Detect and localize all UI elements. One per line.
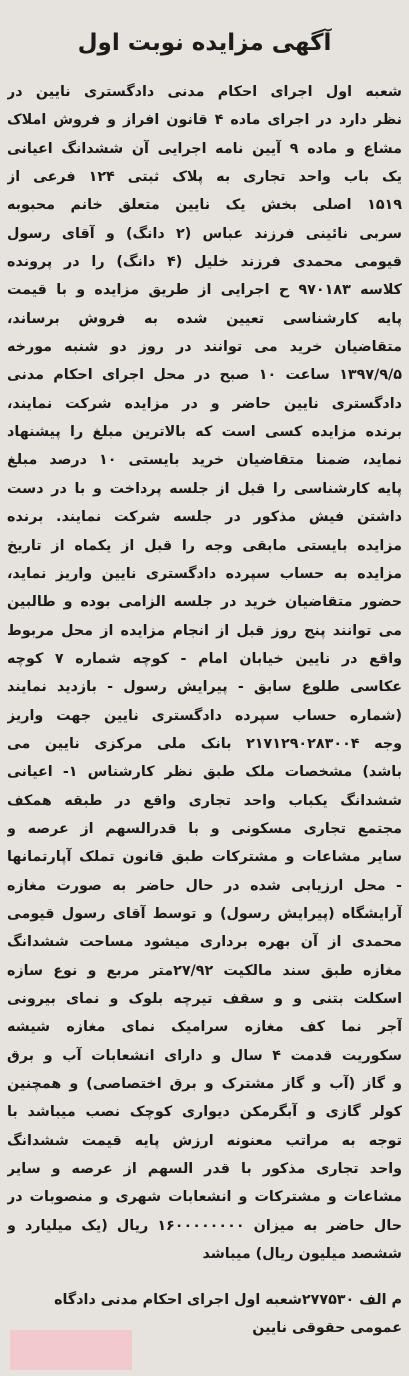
body-line: کلاسه ۹۷۰۱۸۳ ح اجرایی از طریق مزایده و با قیمت: [7, 282, 402, 299]
body-line: کولر گازی و آبگرمکن دیواری کوچک نصب میباشد با: [7, 1104, 402, 1121]
redacted-area: [10, 1330, 132, 1370]
body-line: - محل ارزیابی شده در حال حاضر به صورت مغازه: [7, 877, 402, 894]
body-line: ششصد میلیون ریال) میباشد: [202, 1246, 402, 1263]
body-line: دادگستری نایین حاضر و در مزایده شرکت نمایند،: [7, 395, 402, 412]
body-line: مجتمع تجاری مسکونی و با قدرالسهم از عرصه و: [7, 820, 402, 837]
body-line: داشتن فیش مذکور در جلسه شرکت نمایند. برنده: [7, 509, 402, 526]
body-line: سکوریت قدمت ۴ سال و دارای انشعابات آب و برق: [7, 1047, 402, 1064]
body-line: نظر دارد در اجرای ماده ۴ قانون افراز و فروش املاک: [7, 112, 402, 129]
body-line: آرایشگاه (پیرایش رسول) و توسط آقای رسول قیومی: [7, 905, 402, 922]
body-line: اسکلت بتنی و و سقف تیرچه بلوک و نمای بیرونی: [7, 991, 402, 1007]
body-line: پایه کارشناسی را قبل از جلسه پرداخت و با در دست: [7, 480, 402, 497]
body-line: سایر مشاعات و مشترکات طبق قانون تملک آپارتمانها: [7, 849, 402, 866]
body-line: سربی نائینی فرزند عباس (۲ دانگ) و آقای رسول: [7, 225, 402, 242]
body-line: می توانند پنج روز قبل از انجام مزایده از محل مربوط: [7, 622, 402, 639]
body-line: پایه کارشناسی تعیین شده به فروش برساند،: [7, 310, 402, 327]
body-line: واحد تجاری مذکور با قدر السهم از عرصه و سایر: [7, 1161, 402, 1178]
body-line: باشد) مشخصات ملک طبق نظر کارشناس ۱- اعیانی: [7, 764, 402, 781]
body-line: شعبه اول اجرای احکام مدنی دادگستری نایین در: [7, 84, 402, 100]
body-line: قیومی محمدی فرزند خلیل (۴ دانگ) را در پرونده: [7, 254, 402, 271]
body-line: ۱۳۹۷/۹/۵ ساعت ۱۰ صبح در محل اجرای احکام مدنی: [7, 367, 402, 384]
body-line: حال حاضر به میزان ۱۶۰۰۰۰۰۰۰۰ ریال (یک میلیارد و: [7, 1217, 402, 1234]
body-line: ۱۵۱۹ اصلی بخش یک نایین متعلق خانم محبوبه: [7, 197, 402, 214]
reference-line: عمومی حقوقی نایین: [252, 1320, 402, 1336]
body-line: وجه ۲۱۷۱۲۹۰۲۸۳۰۰۴ بانک ملی مرکزی نایین می: [7, 735, 402, 752]
body-line: محمدی از آن بهره برداری میشود مساحت ششدانگ: [7, 934, 402, 951]
body-line: توجه به مراتب معنونه ارزش پایه قیمت ششدانگ: [7, 1132, 402, 1149]
cropped-top-text: [0, 0, 409, 16]
body-line: مزایده بایستی مابقی وجه را قبل از یکماه از تاریخ: [7, 537, 402, 554]
body-line: مشاعات و مشترکات و انشعابات شهری و منصوبات در: [7, 1189, 402, 1206]
body-line: متقاضیان خرید می توانند در روز دو شنبه مورخه: [7, 339, 402, 356]
body-line: مزایده به حساب سپرده دادگستری نایین واریز نماید،: [7, 565, 402, 582]
body-line: و گاز (آب و گاز مشترک و برق اختصاصی) و همچنین: [7, 1076, 402, 1093]
body-line: واقع در نایین خیابان امام - کوچه شماره ۷ کوچه: [7, 650, 402, 667]
body-line: مشاع و ماده ۹ آیین نامه اجرایی آن ششدانگ اعیانی: [7, 140, 402, 157]
notice-title: آگهی مزایده نوبت اول: [77, 30, 332, 56]
body-line: نماید، ضمنا متقاضیان خرید بایستی ۱۰ درصد مبلغ: [7, 452, 402, 469]
body-line: حضور متقاضیان خرید در جلسه الزامی بوده و طالبین: [7, 594, 402, 611]
body-line: برنده مزایده کسی است که بالاترین مبلغ را پیشنهاد: [7, 424, 402, 441]
reference-line: م الف ۲۷۷۵۳۰شعبه اول اجرای احکام مدنی دادگاه: [54, 1292, 402, 1308]
body-line: ششدانگ یکباب واحد تجاری واقع در طبقه همکف: [7, 792, 402, 809]
notice-body: [7, 78, 402, 1268]
body-line: عکاسی طلوع سابق - پیرایش رسول - بازدید نمایند: [7, 679, 402, 696]
body-line: آجر نما کف مغازه سرامیک نمای مغازه شیشه: [7, 1019, 402, 1036]
body-line: مغازه طبق سند مالکیت ۲۷/۹۲متر مربع و نوع سازه: [7, 962, 402, 979]
body-line: (شماره حساب سپرده دادگستری نایین جهت واریز: [7, 707, 402, 724]
body-line: یک باب واحد تجاری به پلاک ثبتی ۱۲۴ فرعی از: [7, 169, 402, 186]
